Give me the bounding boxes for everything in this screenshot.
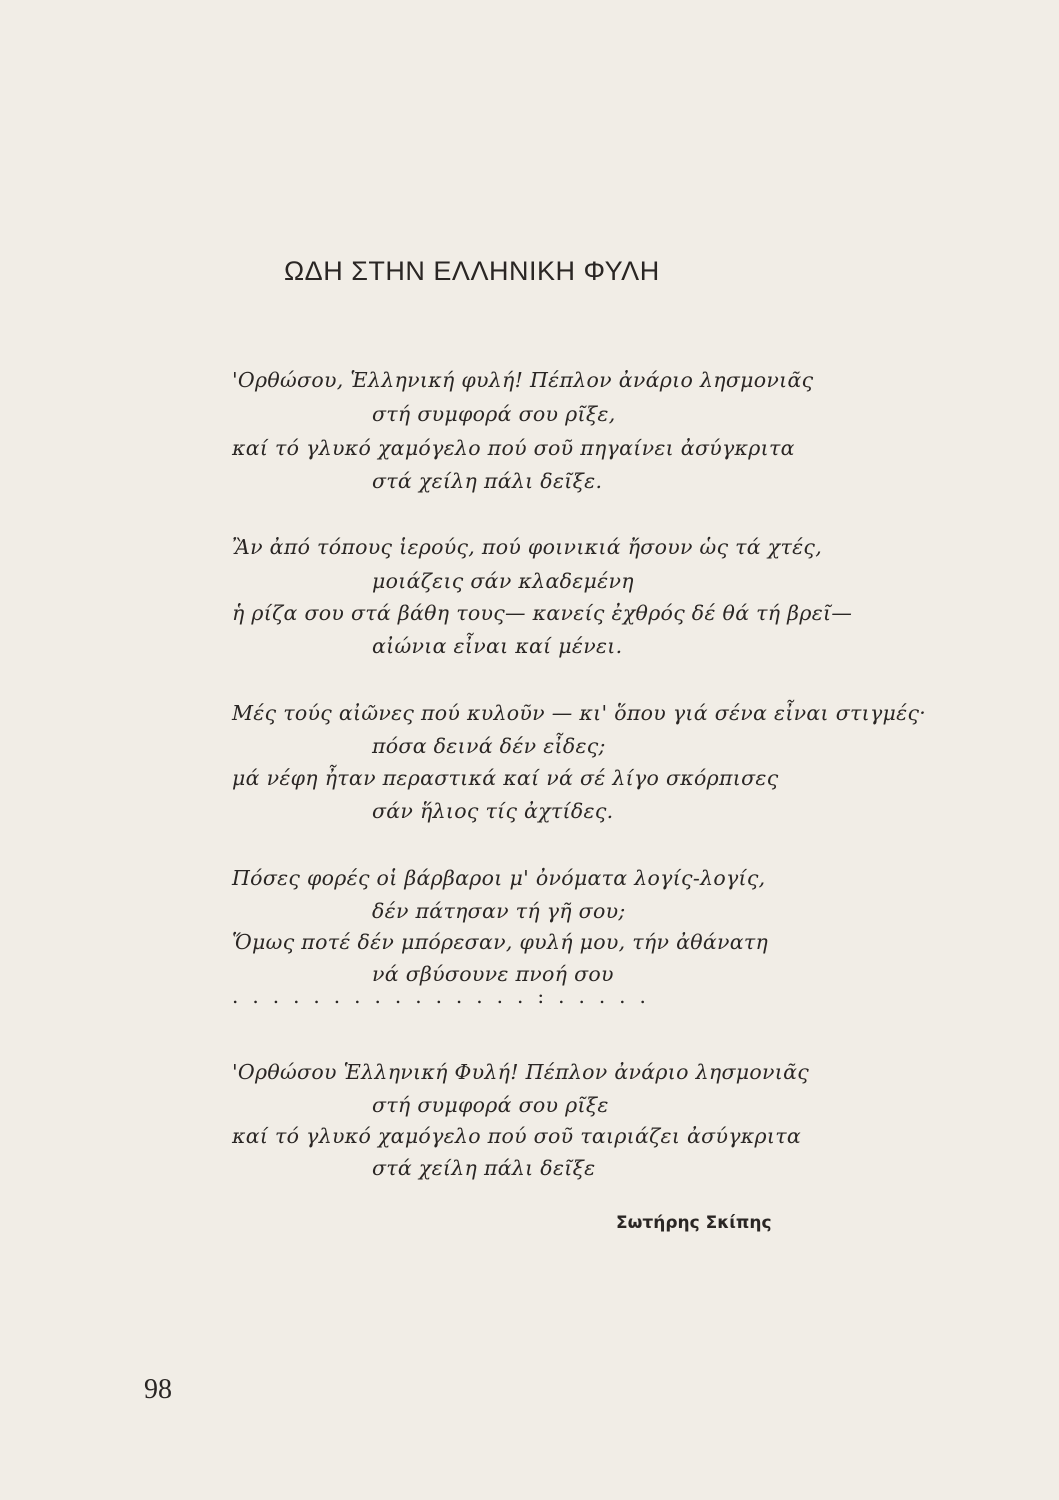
poem-line: πόσα δεινά δέν εἶδες;: [372, 734, 606, 758]
poem-line: Ὅμως ποτέ δέν μπόρεσαν, φυλή μου, τήν ἀθάνατη: [232, 930, 769, 954]
page-number: 98: [144, 1374, 172, 1405]
poem-line: ἡ ρίζα σου στά βάθη τους— κανείς ἐχθρός δέ θά τή βρεῖ—: [232, 601, 853, 625]
poem-line: 'Ορθώσου Ἑλληνική Φυλή! Πέπλον ἀνάριο λησμονιᾶς: [232, 1060, 810, 1084]
poem-line: στά χείλη πάλι δεῖξε: [372, 1156, 596, 1180]
poem-line: δέν πάτησαν τή γῆ σου;: [372, 899, 626, 923]
poem-line: στή συμφορά σου ρῖξε,: [372, 402, 616, 426]
poem-line: σάν ἥλιος τίς ἀχτίδες.: [372, 799, 614, 823]
poem-line: μά νέφη ἦταν περαστικά καί νά σέ λίγο σκόρπισες: [232, 766, 779, 790]
poem-line: καί τό γλυκό χαμόγελο πού σοῦ ταιριάζει ἀσύγκριτα: [232, 1124, 801, 1148]
poem-line: μοιάζεις σάν κλαδεμένη: [372, 569, 634, 593]
poem-line: στή συμφορά σου ρῖξε: [372, 1093, 609, 1117]
poem-line: στά χείλη πάλι δεῖξε.: [372, 469, 603, 493]
ellipsis-divider: ...............:.....: [232, 984, 660, 1008]
poem-line: Πόσες φορές οἱ βάρβαροι μ' ὀνόματα λογίς-λογίς,: [232, 866, 766, 890]
poem-title: ΩΔΗ ΣΤΗΝ ΕΛΛΗΝΙΚΗ ΦΥΛΗ: [284, 256, 660, 286]
poem-line: Μές τούς αἰῶνες πού κυλοῦν — κι' ὅπου γιά σένα εἶναι στιγμές·: [232, 701, 927, 725]
poem-line: νά σβύσουνε πνοή σου: [372, 962, 614, 986]
poem-line: Ἂν ἀπό τόπους ἱερούς, πού φοινικιά ἤσουν ὡς τά χτές,: [232, 535, 823, 559]
author-signature: Σωτήρης Σκίπης: [616, 1213, 772, 1233]
poem-line: αἰώνια εἶναι καί μένει.: [372, 634, 623, 658]
poem-line: καί τό γλυκό χαμόγελο πού σοῦ πηγαίνει ἀσύγκριτα: [232, 436, 795, 460]
poem-line: 'Ορθώσου, Ἑλληνική φυλή! Πέπλον ἀνάριο λησμονιᾶς: [232, 368, 814, 392]
